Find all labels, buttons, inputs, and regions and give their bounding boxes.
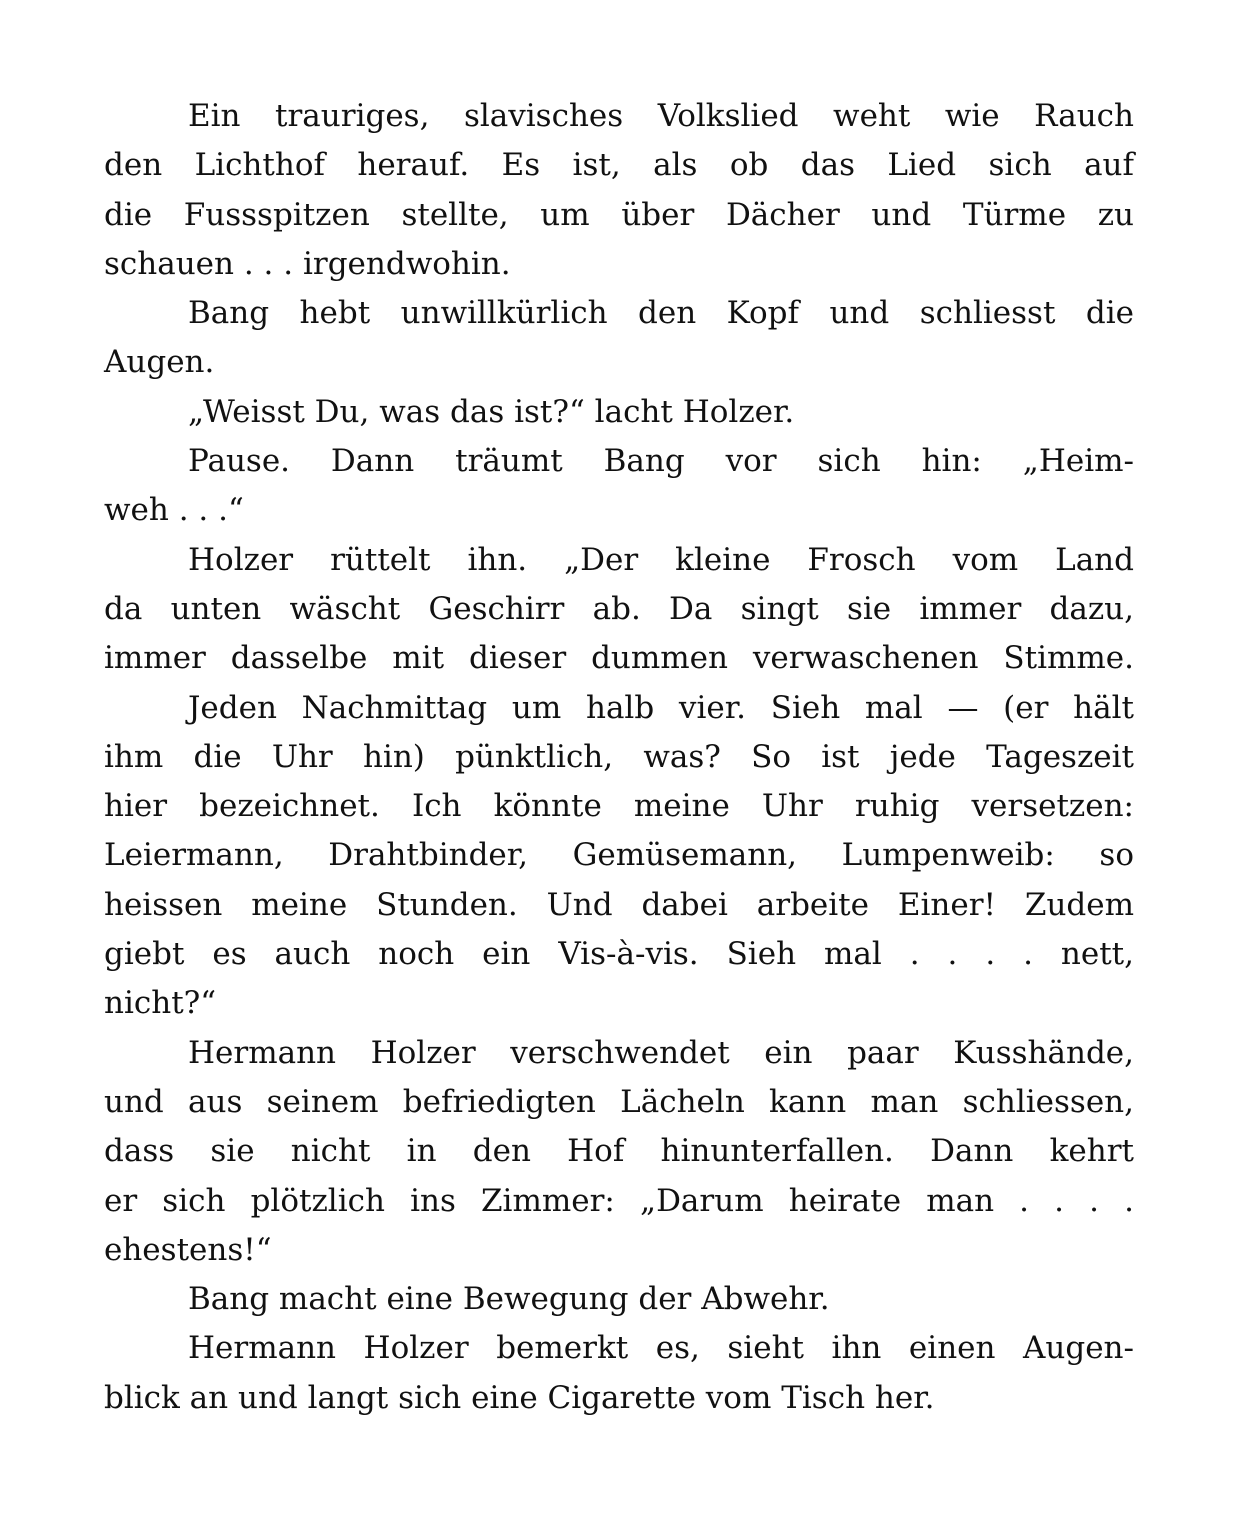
- paragraph-2: [104, 289, 1134, 388]
- text-line: schauen . . . irgendwohin.: [104, 245, 511, 282]
- text-line: da unten wäscht Geschirr ab. Da singt sie immer dazu,: [104, 590, 1134, 627]
- text-line: den Lichthof herauf. Es ist, als ob das Lied sich auf: [104, 147, 1134, 184]
- text-line: er sich plötzlich ins Zimmer: „Darum heirate man . . . .: [104, 1182, 1134, 1219]
- paragraph-5: [104, 536, 1134, 684]
- text-line: Holzer rüttelt ihn. „Der kleine Frosch vom Land: [188, 541, 1134, 578]
- text-line: Bang hebt unwillkürlich den Kopf und schliesst die: [188, 295, 1134, 332]
- paragraph-4: [104, 437, 1134, 536]
- text-line: „Weisst Du, was das ist?“ lacht Holzer.: [188, 393, 795, 430]
- paragraph-8: [104, 1275, 1134, 1324]
- text-line: ihm die Uhr hin) pünktlich, was? So ist jede Tageszeit: [104, 738, 1134, 775]
- text-line: nicht?“: [104, 985, 217, 1022]
- paragraph-9: [104, 1324, 1134, 1423]
- text-line: hier bezeichnet. Ich könnte meine Uhr ruhig versetzen:: [104, 788, 1134, 825]
- paragraph-7: [104, 1029, 1134, 1275]
- text-line: Hermann Holzer verschwendet ein paar Kusshände,: [188, 1034, 1134, 1071]
- text-line: blick an und langt sich eine Cigarette vom Tisch her.: [104, 1379, 935, 1416]
- text-line: Hermann Holzer bemerkt es, sieht ihn einen Augen-: [188, 1330, 1134, 1367]
- text-line: Augen.: [104, 344, 215, 381]
- paragraph-3: [104, 388, 1134, 437]
- text-line: immer dasselbe mit dieser dummen verwaschenen Stimme.: [104, 640, 1134, 677]
- text-line: Jeden Nachmittag um halb vier. Sieh mal — (er hält: [188, 689, 1134, 726]
- text-line: die Fussspitzen stellte, um über Dächer und Türme zu: [104, 196, 1134, 233]
- paragraph-1: [104, 92, 1134, 289]
- text-line: Leiermann, Drahtbinder, Gemüsemann, Lumpenweib: so: [104, 837, 1134, 874]
- text-line: ehestens!“: [104, 1231, 272, 1268]
- body-text: [104, 92, 1134, 1423]
- text-line: dass sie nicht in den Hof hinunterfallen. Dann kehrt: [104, 1133, 1134, 1170]
- text-line: giebt es auch noch ein Vis-à-vis. Sieh mal . . . . nett,: [104, 936, 1134, 973]
- text-line: Bang macht eine Bewegung der Abwehr.: [188, 1281, 830, 1318]
- paragraph-6: [104, 684, 1134, 1029]
- text-line: und aus seinem befriedigten Lächeln kann man schliessen,: [104, 1083, 1134, 1120]
- text-line: Pause. Dann träumt Bang vor sich hin: „Heim-: [188, 443, 1134, 480]
- text-line: heissen meine Stunden. Und dabei arbeite Einer! Zudem: [104, 886, 1134, 923]
- text-line: Ein trauriges, slavisches Volkslied weht wie Rauch: [188, 98, 1134, 134]
- text-line: weh . . .“: [104, 492, 244, 529]
